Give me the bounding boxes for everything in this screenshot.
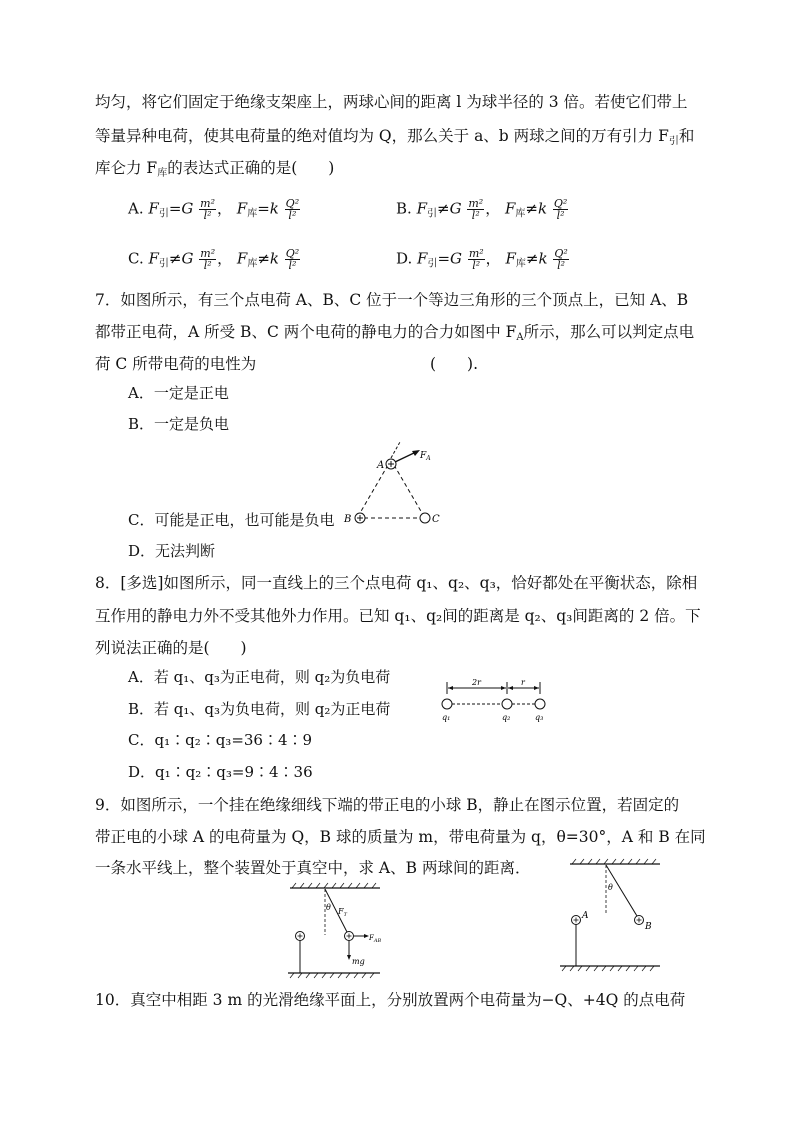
q9f1-ground-hatch bbox=[290, 973, 374, 978]
q8-label-2r: 2r bbox=[472, 678, 481, 687]
q6-line-2: 等量异种电荷，使其电荷量的绝对值均为 Q，那么关于 a、b 两球之间的万有引力 $F_引$和 bbox=[95, 127, 695, 147]
q8-dim-r-head-left bbox=[508, 686, 513, 690]
q9f2-ceiling-hatch bbox=[572, 859, 656, 864]
force-fa-arrowhead bbox=[412, 450, 420, 456]
charge-q1 bbox=[442, 699, 452, 709]
q9f2-theta: θ bbox=[608, 883, 613, 892]
q9f2-ground-hatch bbox=[562, 966, 654, 971]
q8-option-b: B．若 q₁、q₃为负电荷，则 q₂为正电荷 bbox=[128, 700, 391, 718]
charge-q2 bbox=[502, 699, 512, 709]
q8-label-q3: q₃ bbox=[535, 713, 544, 722]
label-c: C bbox=[432, 514, 440, 525]
q7-line-3: 荷 C 所带电荷的电性为 bbox=[95, 355, 257, 373]
q8-dim-2r-head-left bbox=[448, 686, 453, 690]
q7-line-1: 7．如图所示，有三个点电荷 A、B、C 位于一个等边三角形的三个顶点上，已知 A、B bbox=[95, 291, 689, 309]
q6-option-c: C. $F_引\ne G$ $\frac{\text{m²}}{\text{l²}}$ ， $F_库\ne k$ $\frac{\text{Q²}}{\text{l²}}$ bbox=[128, 247, 300, 272]
q9-force-diagram bbox=[280, 880, 400, 980]
q8-label-q2: q₂ bbox=[502, 713, 511, 722]
q6-option-a: A. $F_引=G$ $\frac{\text{m²}}{\text{l²}}$ ， $F_库=k$ $\frac{\text{Q²}}{\text{l²}}$ bbox=[128, 197, 300, 222]
q7-option-c: C．可能是正电，也可能是负电 bbox=[128, 511, 335, 529]
q7-option-b: B．一定是负电 bbox=[128, 415, 230, 433]
q10-line-1: 10．真空中相距 3 m 的光滑绝缘平面上，分别放置两个电荷量为−Q、+4Q 的点电荷 bbox=[95, 991, 686, 1009]
q8-option-a: A．若 q₁、q₃为正电荷，则 q₂为负电荷 bbox=[128, 668, 391, 686]
q7-option-a: A．一定是正电 bbox=[128, 384, 229, 402]
q8-line-charges-figure bbox=[432, 676, 562, 726]
q6-option-d: D. $F_引=G$ $\frac{\text{m²}}{\text{l²}}$ ， $F_库\ne k$ $\frac{\text{Q²}}{\text{l²}}$ bbox=[396, 247, 568, 272]
q8-dim-r-head-right bbox=[534, 686, 539, 690]
q7-extension-line bbox=[391, 442, 400, 458]
q8-label-q1: q₁ bbox=[442, 713, 451, 722]
q7-side-ab bbox=[360, 465, 388, 513]
q7-line-2: 都带正电荷，A 所受 B、C 两个电荷的静电力的合力如图中 $F_A$所示，那么可以判定点电 bbox=[95, 323, 695, 343]
q8-dim-2r-head-right bbox=[501, 686, 506, 690]
q8-option-d: D．q₁∶q₂∶q₃=9∶4∶36 bbox=[128, 763, 313, 781]
charge-q3 bbox=[535, 699, 545, 709]
q8-line-2: 互作用的静电力外不受其他外力作用。已知 q₁、q₂间的距离是 q₂、q₃间距离的 2 倍。下 bbox=[95, 607, 701, 625]
q8-line-1: 8．[多选]如图所示，同一直线上的三个点电荷 q₁、q₂、q₃，恰好都处在平衡状态，除相 bbox=[95, 574, 698, 592]
q9-line-3: 一条水平线上，整个装置处于真空中，求 A、B 两球间的距离． bbox=[95, 859, 531, 877]
q9-line-2: 带正电的小球 A 的电荷量为 Q，B 球的质量为 m，带电荷量为 q，θ=30°，A 和 B 在同 bbox=[95, 828, 706, 846]
q6-line-3: 库仑力 $F_库$的表达式正确的是( ) bbox=[95, 159, 335, 179]
q9f1-mg-label: mg bbox=[352, 957, 365, 966]
q9f1-theta: θ bbox=[326, 903, 331, 912]
q7-option-d: D．无法判断 bbox=[128, 542, 216, 560]
label-fa: $F_A$ bbox=[420, 451, 431, 462]
q7-answer-paren: ( ). bbox=[430, 355, 479, 373]
q8-label-r: r bbox=[521, 678, 525, 687]
force-fa-arrow bbox=[395, 452, 416, 462]
q7-side-ac bbox=[394, 465, 422, 513]
q6-option-b: B. $F_引\ne G$ $\frac{\text{m²}}{\text{l²}}$ ， $F_库\ne k$ $\frac{\text{Q²}}{\text{l²}}$ bbox=[396, 197, 568, 222]
label-a: A bbox=[377, 460, 385, 471]
q9f2-label-a: A bbox=[582, 911, 589, 921]
q6-line-1: 均匀，将它们固定于绝缘支架座上，两球心间的距离 l 为球半径的 3 倍。若使它们带上 bbox=[95, 93, 688, 111]
q7-triangle-figure bbox=[340, 440, 450, 530]
q9f1-ft-label: $F_T$ bbox=[338, 907, 347, 918]
q9f1-fab-label: $F_{AB}$ bbox=[369, 934, 382, 944]
charge-c bbox=[420, 513, 430, 523]
q9f2-label-b: B bbox=[645, 922, 652, 932]
q9f1-mg-arrowhead bbox=[347, 955, 351, 960]
q9-line-1: 9．如图所示，一个挂在绝缘细线下端的带正电的小球 B，静止在图示位置，若固定的 bbox=[95, 796, 680, 814]
label-b: B bbox=[344, 514, 352, 525]
q8-option-c: C．q₁∶q₂∶q₃=36∶4∶9 bbox=[128, 731, 313, 749]
q9f1-ceiling-hatch bbox=[292, 883, 376, 888]
q8-line-3: 列说法正确的是( ) bbox=[95, 639, 247, 657]
q9-setup-diagram bbox=[550, 856, 670, 976]
